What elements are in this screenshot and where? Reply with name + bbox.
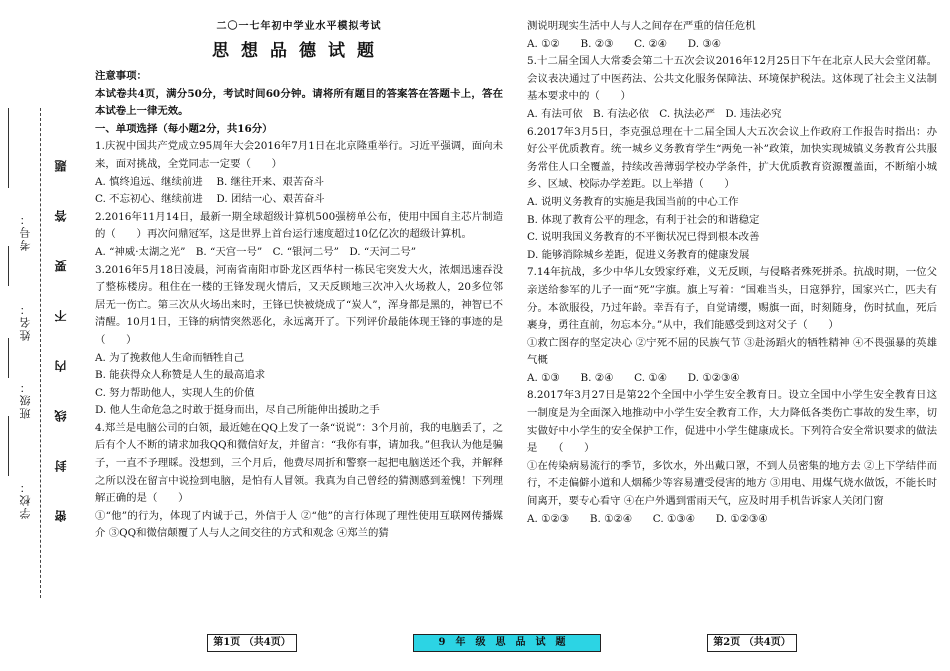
text-line: A. “神威·太湖之光” B. “天宫一号” C. “银河二号” D. “天河二号” [95, 245, 417, 258]
seal-char: 要 [54, 260, 68, 272]
page-number-right: 第2页 （共4页） [707, 634, 797, 652]
left-column [95, 18, 503, 543]
seal-char: 内 [54, 360, 68, 372]
text-line: 测说明现实生活中人与人之间存在严重的信任危机 [527, 20, 756, 32]
text-line: 4.郑兰是电脑公司的白领，最近她在QQ上发了一条“说说”：3个月前，我的电脑丢了，之后有个人不断的请求加我QQ和微信好友，并留言：“我你有事，请加我。”但我认为他是骗子，一直不予理睬。没想到，三个月后，他费尽周折和警察一起把电脑送还个我，并解释之所以没在留言中说捡到电脑，是怕有人冒领。我真为自己曾经的猜测感到羞愧！下列理解正确的是（ ） [95, 421, 503, 505]
exam-banner: 9年级思品试题 [413, 634, 601, 652]
class-blank [8, 338, 9, 378]
text-line: 本试卷共4页，满分50分，考试时间60分钟。请将所有题目的答案答在答题卡上，答在本试卷上一律无效。 [95, 87, 503, 118]
text-line: A. ①② B. ②③ C. ②④ D. ③④ [527, 37, 721, 50]
text-line: ①救亡图存的坚定决心 ②宁死不屈的民族气节 ③赴汤蹈火的牺牲精神 ④不畏强暴的英雄气概 [527, 336, 937, 367]
left-column-body [95, 68, 503, 543]
text-line: B. 能获得众人称赞是人生的最高追求 [95, 369, 266, 382]
exam-subtitle: 二〇一七年初中学业水平模拟考试 [216, 21, 382, 32]
text-line: D. 能够消除城乡差距，促进义务教育的健康发展 [527, 248, 750, 261]
page-number-left: 第1页 （共4页） [207, 634, 297, 652]
text-line: C. 说明我国义务教育的不平衡状况已得到根本改善 [527, 231, 760, 244]
seal-char: 封 [54, 460, 68, 472]
text-line: A. 慎终追远、继续前进 B. 继往开来、艰苦奋斗 [95, 175, 325, 188]
text-line: ①在传染病易流行的季节，多饮水，外出戴口罩，不到人员密集的地方去 ②上下学结伴而行，不走偏僻小道和人烟稀少等容易遭受侵害的地方 ③用电、用煤气烧水做饭，不能长时间离开，要专心看守 ④在户外遇到雷雨天气，应及时用手机告诉家人关闭门窗 [527, 459, 937, 508]
text-line: D. 他人生命危急之时敢于挺身而出，尽自己所能伸出援助之手 [95, 404, 380, 417]
text-line: C. 不忘初心、继续前进 D. 团结一心、艰苦奋斗 [95, 193, 325, 206]
student-no-blank [8, 108, 9, 188]
seal-char: 不 [54, 310, 68, 322]
text-line: 3.2016年5月18日凌晨，河南省南阳市卧龙区西华村一栋民宅突发大火，浓烟迅速吞没了整栋楼房。租住在一楼的王锋发现火情后，又天反顾地三次冲入火场救人，20多位邻居无一伤亡。第三次从火场出来时，王锋已快被烧成了“炭人”，浑身都是黑的，神智已不清醒。10月1日，王锋的病情突然恶化，永远离开了。下列评价最能体现王锋的事迹的是（ ） [95, 263, 503, 346]
seal-char: 答 [54, 210, 68, 222]
seal-char: 密 [54, 510, 68, 522]
text-line: A. 为了挽救他人生命而牺牲自己 [95, 351, 245, 364]
text-line: A. ①②③ B. ①②④ C. ①③④ D. ①②③④ [527, 512, 768, 525]
class-label: 班级： [19, 380, 32, 419]
seal-char: 题 [54, 160, 68, 172]
right-column-body [527, 18, 937, 528]
text-line: 7.14年抗战，多少中华儿女毁家纾难，义无反顾，与侵略者殊死拼杀。抗战时期，一位父亲送给参军的儿子一面“死”字旗。旗上写着：“国难当头，日寇猙狞，国家兴亡，匹夫有分。本欲服役，乃过年龄。幸吾有子，自觉请缨，赐旗一面，时刻随身，伤时拭血，死后裹身，勇往直前，勿忘本分。”从中，我们能感受到这对父子（ ） [527, 266, 937, 332]
text-line: B. 体现了教育公平的理念，有利于社会的和谐稳定 [527, 213, 760, 226]
name-blank [8, 246, 9, 286]
text-line: A. 有法可依 B. 有法必依 C. 执法必严 D. 违法必究 [527, 107, 782, 120]
text-line: C. 努力帮助他人，实现人生的价值 [95, 386, 255, 399]
school-label: 学校： [19, 480, 32, 519]
name-label: 姓名： [19, 302, 32, 341]
seal-line [40, 108, 41, 598]
text-line: 1.庆祝中国共产党成立95周年大会2016年7月1日在北京隆重举行。习近平强调，面向未来，面对挑战，全党同志一定要（ ） [95, 140, 503, 170]
text-line: 6.2017年3月5日，李克强总理在十二届全国人大五次会议上作政府工作报告时指出：办好公平优质教育。统一城乡义务教育学生“两免一补”政策，加快实现城镇义务教育公共服务常住人口全覆盖，持续改善薄弱学校办学条件，扩大优质教育资源覆盖面，不断缩小城乡、区域、校际办学差距。以上举措（ ） [527, 125, 937, 191]
student-no-label: 考号： [19, 212, 32, 251]
binding-margin [0, 0, 88, 671]
text-line: 5.十二届全国人大常委会第二十五次会议2016年12月25日下午在北京人民大会堂闭幕。会议表决通过了中医药法、公共文化服务保障法、环境保护税法。这体现了社会主义法制基本要求中的（ ） [527, 55, 937, 103]
text-line: 2.2016年11月14日，最新一期全球超级计算机500强榜单公布，使用中国自主芯片制造的（ ）再次问鼎冠军，这是世界上首台运行速度超过10亿亿次的超级计算机。 [95, 210, 503, 241]
right-column [527, 18, 937, 528]
text-line: A. 说明义务教育的实施是我国当前的中心工作 [527, 195, 739, 208]
text-line: 注意事项： [95, 70, 147, 82]
text-line: ①“他”的行为，体现了内诚于己，外信于人 ②“他”的言行体现了理性使用互联网传播媒介 ③QQ和微信颠覆了人与人之间交往的方式和观念 ④郑兰的猜 [95, 509, 503, 540]
text-line: 8.2017年3月27日是第22个全国中小学生安全教育日。设立全国中小学生安全教育日这一制度是为全面深入地推动中小学生安全教育工作，大力降低各类伤亡事故的发生率，切实做好中小学生的安全保护工作，促进中小学生健康成长。下列符合安全常识要求的做法是 （ ） [527, 389, 937, 455]
text-line: A. ①③ B. ②④ C. ①④ D. ①②③④ [527, 371, 740, 384]
school-blank [8, 416, 9, 476]
text-line: 一、单项选择（每小题2分，共16分） [95, 122, 273, 135]
exam-title: 思想品德试题 [212, 41, 386, 61]
seal-char: 线 [54, 410, 68, 422]
